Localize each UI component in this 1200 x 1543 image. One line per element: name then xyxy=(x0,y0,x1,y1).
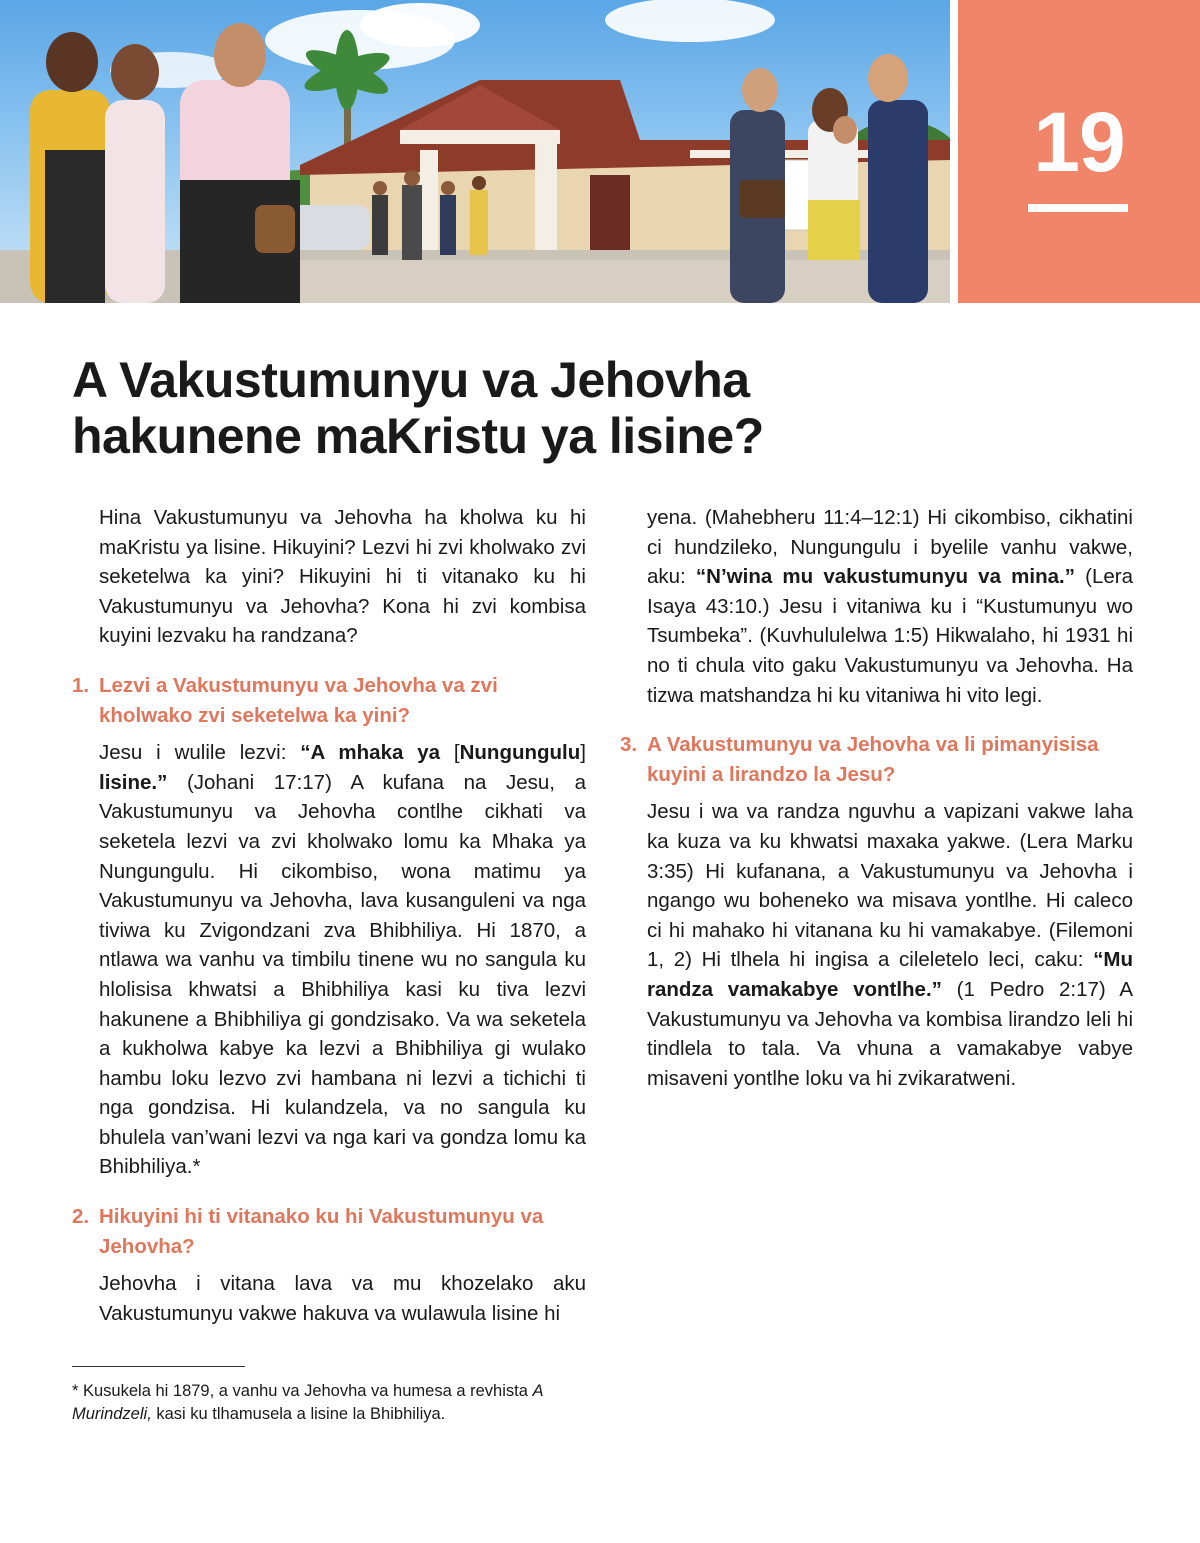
section-1-quote-b: Nungungulu xyxy=(459,741,581,765)
page-title-line-2: hakunene maKristu ya lisine? xyxy=(72,408,764,464)
section-3-text-a: Jesu i wa va randza nguvhu a vapizani vakwe laha ka kuza va ku khwatsi maxaka yakwe. (Lera Marku 3:35) Hi kufanana, a Vakustumunyu va Jehovha i ngango wu boheneko wa misava yontlhe. Hi caleco ci hi mahako hi vitanana ku hi vamakabye. (Filemoni 1, 2) Hi tlhela hi ingisa a cileletelo leci, caku: xyxy=(647,800,1133,972)
section-2-text-a-continued: yena. (Mahebheru 11:4–12:1) Hi cikombiso, cikhatini ci hundzileko, Nungungulu i byelile vanhu vakwe, aku: xyxy=(647,506,1133,589)
section-3-text-c: (1 Pedro 2:17) A Vakustumunyu va Jehovha va kombisa lirandzo leli hi tindlela to tala. Va vhuna a vamakabye vabye misaveni yontlhe loku va hi zvikaratweni. xyxy=(647,977,1133,1090)
footnote-magazine-title: A Murindzeli, xyxy=(72,1382,543,1423)
section-3-quote: “Mu randza vamakabye vontlhe.” xyxy=(647,948,1133,1001)
question-3-number: 3. xyxy=(620,733,638,757)
kingdom-hall-scene-icon xyxy=(0,0,950,303)
section-1-quote-c: lisine.” xyxy=(99,770,168,794)
section-1-quote-a: “A mhaka ya xyxy=(300,741,441,765)
question-2-text: Hikuyini hi ti vitanako ku hi Vakustumunyu va Jehovha? xyxy=(99,1205,544,1258)
section-2-text-a: Jehovha i vitana lava va mu khozelako aku Vakustumunyu vakwe hakuva va wulawula lisine hi xyxy=(99,1272,586,1325)
header-photo xyxy=(0,0,950,303)
section-2-quote: “N’wina mu vakustumunyu va mina.” xyxy=(695,565,1075,589)
section-1-text-e: ] xyxy=(580,741,586,765)
footnote xyxy=(72,1380,592,1426)
question-2 xyxy=(72,1202,586,1261)
section-1-paragraph xyxy=(72,738,586,1182)
footnote-text-a: * Kusukela hi 1879, a vanhu va Jehovha va humesa a revhista xyxy=(72,1382,533,1400)
page-title xyxy=(72,352,952,464)
footnote-text-c: kasi ku tlhamusela a lisine la Bhibhiliya. xyxy=(151,1405,446,1423)
question-3 xyxy=(620,730,1133,789)
section-2-paragraph xyxy=(72,1269,586,1328)
section-2-paragraph-continued xyxy=(620,503,1133,710)
lesson-number-underline xyxy=(1028,204,1128,212)
section-3-paragraph xyxy=(620,797,1133,1093)
question-1-text: Lezvi a Vakustumunyu va Jehovha va zvi kholwako zvi seketelwa ka yini? xyxy=(99,673,498,727)
question-2-number: 2. xyxy=(72,1205,90,1229)
left-column xyxy=(72,503,586,1328)
footnote-divider xyxy=(72,1366,245,1367)
intro-paragraph: Hina Vakustumunyu va Jehovha ha kholwa ku hi maKristu ya lisine. Hikuyini? Lezvi hi zvi kholwako zvi seketelwa ka yini? Hikuyini hi ti vitanako ku hi Vakustumunyu va Jehovha? Kona hi zvi kombisa kuyini lezvaku ha randzana? xyxy=(99,506,586,648)
section-1-text-a: Jesu i wulile lezvi: xyxy=(99,741,301,765)
section-1-text-c: [ xyxy=(440,741,460,765)
section-1-text-g: (Johani 17:17) A kufana na Jesu, a Vakustumunyu va Jehovha contlhe cikhati va seketela lezvi va zvi kholwako lomu ka Mhaka ya Nungungulu. Hi cikombiso, wona matimu ya Vakustumunyu va Jehovha, lava kusanguleni va nga tiviwa ku Zvigondzani zva Bhibhiliya. Hi 1870, a ntlawa wa vanhu va timbilu tinene wu no sangula ku hlolisisa khwatsi a Bhibhiliya kasi ku tiva lezvi hakunene a Bhibhiliya gi gondzisako. Va wa seketela a kukholwa kabye ka lezvi a Bhibhiliya gi wulako hambu loku lezvo zvi hambana ni lezvi a tichichi ti nga gondzisa. Hi kulandzela, va no sangula ku bhulela van’wani lezvi va nga kari va gondza lomu ka Bhibhiliya.* xyxy=(99,770,586,1179)
section-2-text-c: (Lera Isaya 43:10.) Jesu i vitaniwa ku i “Kustumunyu wo Tsumbeka”. (Kuvhululelwa 1:5) Hikwalaho, hi 1931 hi no ti chula vito gaku Vakustumunyu va Jehovha. Ha tizwa matshandza hi ku vitaniwa hi vito legi. xyxy=(647,565,1133,707)
question-1-number: 1. xyxy=(72,673,90,697)
page-title-line-1: A Vakustumunyu va Jehovha xyxy=(72,352,750,408)
question-1 xyxy=(72,671,586,730)
lesson-number: 19 xyxy=(1033,95,1125,189)
right-column xyxy=(620,503,1133,1093)
question-3-text: A Vakustumunyu va Jehovha va li pimanyisisa kuyini a lirandzo la Jesu? xyxy=(647,733,1099,786)
lesson-number-box xyxy=(958,0,1200,303)
